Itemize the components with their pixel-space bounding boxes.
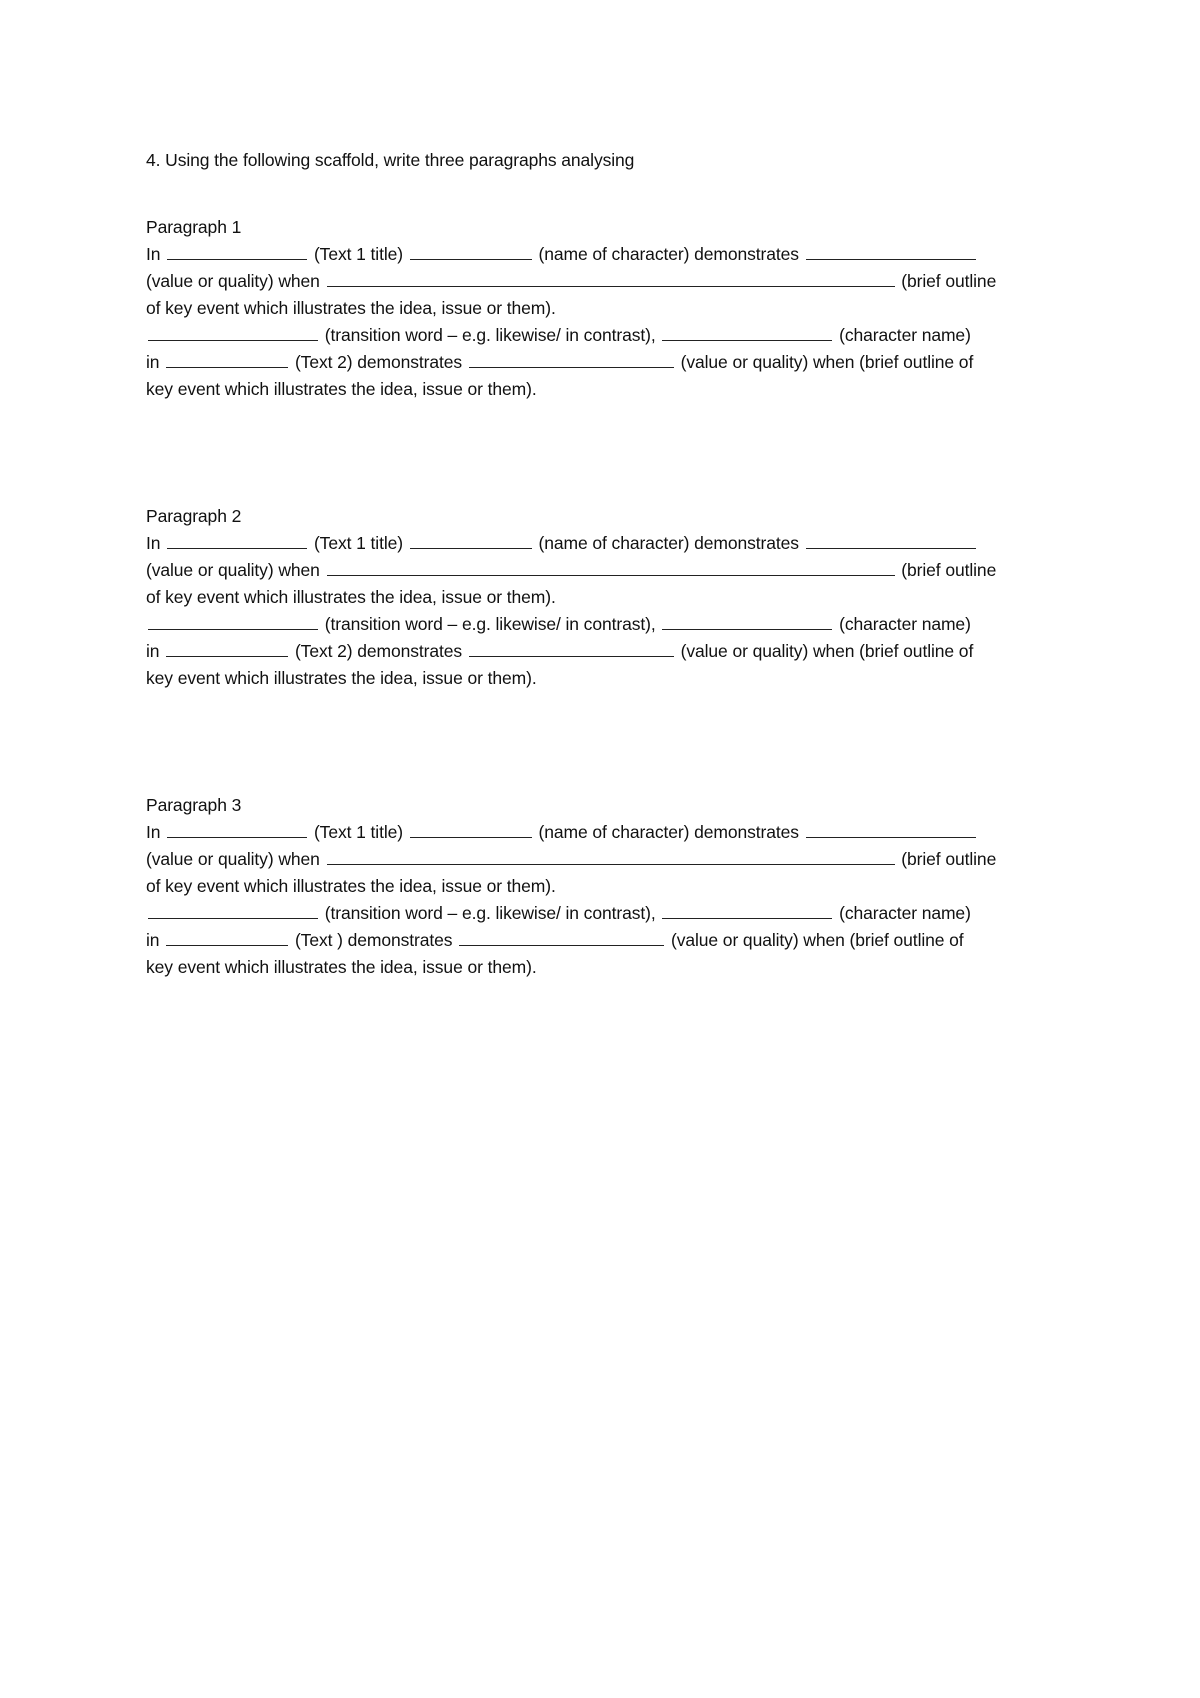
line-text: (value or quality) when (brief outline of xyxy=(670,930,964,950)
line-text: (character name) xyxy=(839,614,971,634)
line-text: (value or quality) when xyxy=(146,560,320,580)
line-text: in xyxy=(146,641,160,661)
key-event-blank[interactable] xyxy=(327,847,895,865)
line-text: (brief outline xyxy=(901,849,997,869)
character-name-blank[interactable] xyxy=(410,820,532,838)
scaffold-line-6: key event which illustrates the idea, issue or them). xyxy=(146,668,537,688)
character-name-blank[interactable] xyxy=(662,323,832,341)
value-blank[interactable] xyxy=(469,639,674,657)
scaffold-line-5 xyxy=(146,927,1066,954)
scaffold-line-6: key event which illustrates the idea, issue or them). xyxy=(146,379,537,399)
line-text: in xyxy=(146,930,160,950)
text2-title-blank[interactable] xyxy=(166,350,288,368)
paragraph-scaffold-1 xyxy=(146,214,1066,403)
scaffold-line-1 xyxy=(146,530,1066,557)
scaffold-line-4 xyxy=(146,322,1066,349)
text2-title-blank[interactable] xyxy=(166,639,288,657)
character-name-blank[interactable] xyxy=(410,242,532,260)
line-text: (Text 2) demonstrates xyxy=(294,641,463,661)
line-text: In xyxy=(146,822,161,842)
line-text: (transition word – e.g. likewise/ in contrast), xyxy=(324,903,656,923)
scaffold-line-4 xyxy=(146,900,1066,927)
value-blank[interactable] xyxy=(806,820,976,838)
paragraph-heading: Paragraph 1 xyxy=(146,217,242,237)
text1-title-blank[interactable] xyxy=(167,242,307,260)
paragraph-heading: Paragraph 3 xyxy=(146,795,242,815)
scaffold-line-5 xyxy=(146,349,1066,376)
line-text: (name of character) demonstrates xyxy=(538,822,799,842)
transition-word-blank[interactable] xyxy=(148,901,318,919)
text2-title-blank[interactable] xyxy=(166,928,288,946)
key-event-blank[interactable] xyxy=(327,269,895,287)
scaffold-line-6: key event which illustrates the idea, issue or them). xyxy=(146,957,537,977)
scaffold-line-2 xyxy=(146,846,1066,873)
character-name-blank[interactable] xyxy=(662,612,832,630)
scaffold-line-4 xyxy=(146,611,1066,638)
value-blank[interactable] xyxy=(469,350,674,368)
line-text: In xyxy=(146,533,161,553)
key-event-blank[interactable] xyxy=(327,558,895,576)
line-text: In xyxy=(146,244,161,264)
line-text: (Text ) demonstrates xyxy=(294,930,453,950)
line-text: (character name) xyxy=(839,903,971,923)
document-content xyxy=(146,147,1066,1081)
transition-word-blank[interactable] xyxy=(148,323,318,341)
scaffold-line-5 xyxy=(146,638,1066,665)
question-prompt: 4. Using the following scaffold, write three paragraphs analysing xyxy=(146,150,635,170)
line-text: (value or quality) when xyxy=(146,849,320,869)
text1-title-blank[interactable] xyxy=(167,820,307,838)
line-text: (Text 2) demonstrates xyxy=(294,352,463,372)
line-text: (name of character) demonstrates xyxy=(538,533,799,553)
line-text: (value or quality) when xyxy=(146,271,320,291)
line-text: (brief outline xyxy=(901,560,997,580)
line-text: (character name) xyxy=(839,325,971,345)
value-blank[interactable] xyxy=(806,242,976,260)
paragraph-scaffold-3 xyxy=(146,792,1066,981)
character-name-blank[interactable] xyxy=(662,901,832,919)
line-text: (Text 1 title) xyxy=(313,533,403,553)
transition-word-blank[interactable] xyxy=(148,612,318,630)
value-blank[interactable] xyxy=(806,531,976,549)
scaffold-line-2 xyxy=(146,557,1066,584)
line-text: (brief outline xyxy=(901,271,997,291)
line-text: (value or quality) when (brief outline of xyxy=(680,352,974,372)
line-text: (transition word – e.g. likewise/ in contrast), xyxy=(324,614,656,634)
line-text: (Text 1 title) xyxy=(313,822,403,842)
line-text: (name of character) demonstrates xyxy=(538,244,799,264)
paragraph-heading: Paragraph 2 xyxy=(146,506,242,526)
scaffold-line-3: of key event which illustrates the idea, issue or them). xyxy=(146,876,556,896)
line-text: (transition word – e.g. likewise/ in contrast), xyxy=(324,325,656,345)
scaffold-line-1 xyxy=(146,819,1066,846)
scaffold-line-1 xyxy=(146,241,1066,268)
line-text: (Text 1 title) xyxy=(313,244,403,264)
text1-title-blank[interactable] xyxy=(167,531,307,549)
scaffold-line-3: of key event which illustrates the idea, issue or them). xyxy=(146,587,556,607)
value-blank[interactable] xyxy=(459,928,664,946)
paragraph-scaffold-2 xyxy=(146,503,1066,692)
line-text: in xyxy=(146,352,160,372)
scaffold-line-2 xyxy=(146,268,1066,295)
scaffold-line-3: of key event which illustrates the idea, issue or them). xyxy=(146,298,556,318)
line-text: (value or quality) when (brief outline of xyxy=(680,641,974,661)
character-name-blank[interactable] xyxy=(410,531,532,549)
